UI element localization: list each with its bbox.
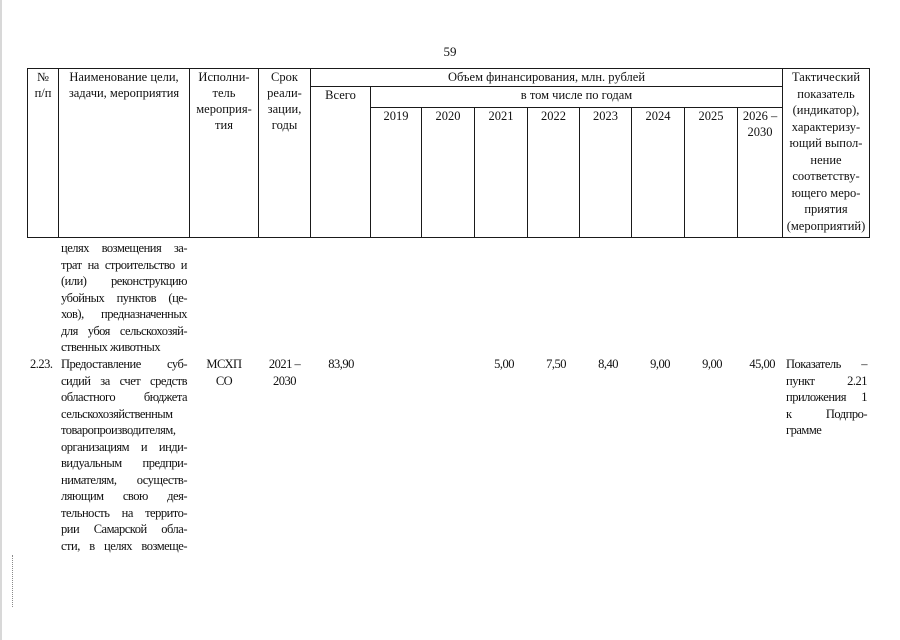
row-name-line: ляющим свою дея- [61, 489, 187, 503]
header-funding: Объем финансирования, млн. рублей [311, 69, 783, 87]
row-name [61, 356, 187, 554]
row-name-line: нимателям, осуществ- [61, 472, 187, 487]
header-year-2020: 2020 [422, 108, 475, 238]
page-number: 59 [443, 44, 457, 59]
row-name-line: тельность на террито- [61, 505, 187, 520]
header-term: Срок реали- зации, годы [259, 69, 311, 238]
continuation-line: хов), предназначенных [61, 307, 187, 321]
row-y2021: 5,00 [494, 357, 514, 371]
header-name: Наименование цели, задачи, мероприятия [59, 69, 190, 238]
header-indicator: Тактический показатель (индикатор), характеризу- ющий выпол- нение соответству- ющего меро- приятия (мероприятий) [783, 69, 870, 238]
header-year-2021: 2021 [475, 108, 528, 238]
header-by-years: в том числе по годам [371, 87, 783, 108]
row-indicator [786, 356, 867, 439]
continuation-line: ственных животных [61, 340, 161, 354]
row-name-line: рии Самарской обла- [61, 522, 187, 536]
header-year-2023: 2023 [580, 108, 632, 238]
row-indicator-line: пункт 2.21 [786, 373, 867, 388]
row-name-line: видуальным предпри- [61, 456, 187, 470]
row-name-line: Предоставление суб- [61, 357, 187, 371]
row-name-line: организациям и инди- [61, 439, 187, 454]
header-total: Всего [311, 87, 371, 238]
continuation-line: для убоя сельскохозяй- [61, 323, 187, 338]
continuation-line: трат на строительство и [61, 257, 187, 272]
scan-artifact [12, 555, 17, 607]
row-indicator-line: приложения 1 [786, 390, 867, 404]
row-executor: МСХП СО [206, 357, 242, 388]
header-year-2026-2030: 2026 – 2030 [738, 108, 783, 238]
header-year-2024: 2024 [632, 108, 685, 238]
row-y2023: 8,40 [598, 357, 618, 371]
header-year-2025: 2025 [685, 108, 738, 238]
row-indicator-line: Показатель – [786, 357, 867, 371]
row-name-line: сельскохозяйственным [61, 406, 173, 421]
row-name-line: областного бюджета [61, 390, 187, 404]
continuation-line: (или) реконструкцию [61, 274, 187, 288]
continuation-line: целях возмещения за- [61, 241, 187, 255]
row-indicator-line: грамме [786, 423, 822, 437]
header-year-2022: 2022 [528, 108, 580, 238]
continuation-text [61, 240, 187, 356]
scan-left-edge [0, 0, 2, 640]
header-num: № п/п [28, 69, 59, 238]
row-name-line: сти, в целях возмеще- [61, 538, 187, 553]
row-y2025: 9,00 [702, 357, 722, 371]
header-executor: Исполни- тель мероприя- тия [190, 69, 259, 238]
row-y2026-2030: 45,00 [749, 357, 775, 371]
header-year-2019: 2019 [371, 108, 422, 238]
row-y2024: 9,00 [650, 357, 670, 371]
row-y2022: 7,50 [546, 357, 566, 371]
row-indicator-line: к Подпро- [786, 406, 867, 421]
row-number: 2.23. [30, 357, 53, 371]
header-table [27, 68, 870, 238]
row-term: 2021 – 2030 [268, 357, 301, 388]
continuation-line: убойных пунктов (це- [61, 290, 187, 305]
row-name-line: сидий за счет средств [61, 373, 187, 388]
row-name-line: товаропроизводителям, [61, 423, 176, 437]
row-total: 83,90 [328, 357, 354, 371]
